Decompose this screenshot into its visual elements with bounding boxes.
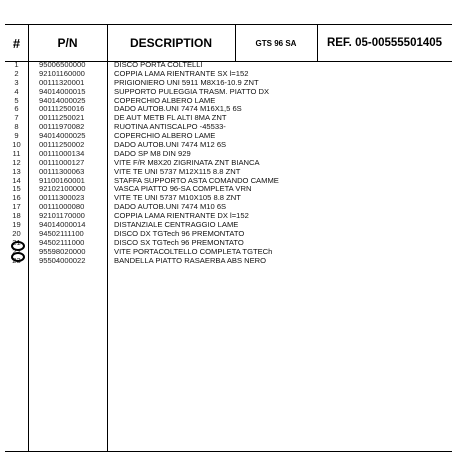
row-number: 10 <box>12 140 21 150</box>
part-description: BANDELLA PIATTO RASAERBA ABS NERO <box>114 255 267 265</box>
part-number: 92101160000 <box>39 68 85 78</box>
row-number: 23 <box>12 255 21 265</box>
part-number: 95504000022 <box>39 255 86 265</box>
table-header <box>5 24 452 62</box>
part-number: 92101170000 <box>39 211 85 221</box>
part-number: 00111000134 <box>39 148 85 158</box>
part-description: PRIGIONIERO UNI 5911 M8X16-10.9 ZNT <box>114 77 259 87</box>
row-number: 5 <box>14 95 19 105</box>
row-number: 13 <box>12 166 21 176</box>
row-number: 4 <box>14 86 19 96</box>
part-description: VITE PORTACOLTELLO COMPLETA TGTECh <box>114 246 273 256</box>
row-number: 1 <box>14 60 19 69</box>
header-description: DESCRIPTION <box>107 25 236 61</box>
table-body <box>5 61 452 265</box>
header-model: GTS 96 SA <box>235 25 318 61</box>
row-number: 12 <box>12 157 21 167</box>
part-description: VASCA PIATTO 96-SA COMPLETA VRN <box>114 184 252 194</box>
part-number: 00111300023 <box>39 193 85 203</box>
part-number: 00111320001 <box>39 77 85 87</box>
part-number: 91100160001 <box>39 175 85 185</box>
part-description: DISCO PORTA COLTELLI <box>114 60 203 69</box>
part-number: 00111300063 <box>39 166 85 176</box>
part-description: STAFFA SUPPORTO ASTA COMANDO CAMME <box>114 175 279 185</box>
row-number: 18 <box>12 211 21 221</box>
row-number: 14 <box>12 175 21 185</box>
part-number: 00111970082 <box>39 122 85 132</box>
part-number: 95006500000 <box>39 60 86 69</box>
row-number: 21 <box>12 237 21 247</box>
part-description: VITE TE UNI 5737 M12X115 8.8 ZNT <box>114 166 241 176</box>
row-number: 2 <box>14 68 19 78</box>
part-description: DISCO DX TGTech 96 PREMONTATO <box>114 228 245 238</box>
row-number: 11 <box>12 148 21 158</box>
row-number: 22 <box>12 246 21 256</box>
part-description: DADO AUTOB.UNI 7474 M10 6S <box>114 202 227 212</box>
part-description: DADO SP M8 DIN 929 <box>114 148 191 158</box>
part-number: 95598020000 <box>39 246 86 256</box>
part-description: COPPIA LAMA RIENTRANTE DX l=152 <box>114 211 249 221</box>
part-description: DADO AUTOB.UNI 7474 M16X1,5 6S <box>114 104 242 114</box>
row-number: 7 <box>14 113 19 123</box>
highlight-circle-marker <box>11 241 25 251</box>
part-number: 00111000127 <box>39 157 85 167</box>
row-number: 9 <box>14 131 19 141</box>
part-number: 00111250016 <box>39 104 85 114</box>
row-number: 8 <box>14 122 19 132</box>
row-number: 17 <box>12 202 21 212</box>
part-number: 92102100000 <box>39 184 86 194</box>
header-part-number: P/N <box>28 25 108 61</box>
part-description: DISTANZIALE CENTRAGGIO LAME <box>114 220 239 230</box>
part-number: 00111250021 <box>39 113 85 123</box>
parts-table <box>5 24 452 452</box>
table-row <box>5 257 452 266</box>
part-description: RUOTINA ANTISCALPO -45533- <box>114 122 226 132</box>
header-reference: REF. 05-00555501405 <box>326 37 443 49</box>
row-number: 15 <box>12 184 21 194</box>
row-number: 20 <box>12 228 21 238</box>
part-description: VITE F/R M8X20 ZIGRINATA ZNT BIANCA <box>114 157 260 167</box>
header-hash: # <box>5 25 29 61</box>
part-description: COPPIA LAMA RIENTRANTE SX l=152 <box>114 68 249 78</box>
part-number: 00111000080 <box>39 202 85 212</box>
part-description: DISCO SX TGTech 96 PREMONTATO <box>114 237 244 247</box>
part-number: 94014000015 <box>39 86 86 96</box>
row-number: 3 <box>14 77 19 87</box>
part-number: 94014000025 <box>39 95 86 105</box>
part-description: COPERCHIO ALBERO LAME <box>114 131 216 141</box>
highlight-circle-marker <box>11 252 25 262</box>
row-number: 6 <box>14 104 19 114</box>
part-number: 94502111000 <box>39 237 85 247</box>
row-number: 19 <box>12 220 21 230</box>
part-description: COPERCHIO ALBERO LAME <box>114 95 216 105</box>
part-number: 94014000025 <box>39 131 86 141</box>
part-number: 00111250002 <box>39 140 85 150</box>
row-number: 16 <box>12 193 21 203</box>
part-description: DADO AUTOB.UNI 7474 M12 6S <box>114 140 227 150</box>
part-number: 94014000014 <box>39 220 86 230</box>
part-number: 94502111100 <box>39 228 84 238</box>
part-description: SUPPORTO PULEGGIA TRASM. PIATTO DX <box>114 86 270 96</box>
part-description: VITE TE UNI 5737 M10X105 8.8 ZNT <box>114 193 241 203</box>
part-description: DE AUT METB FL ALTI 8MA ZNT <box>114 113 227 123</box>
